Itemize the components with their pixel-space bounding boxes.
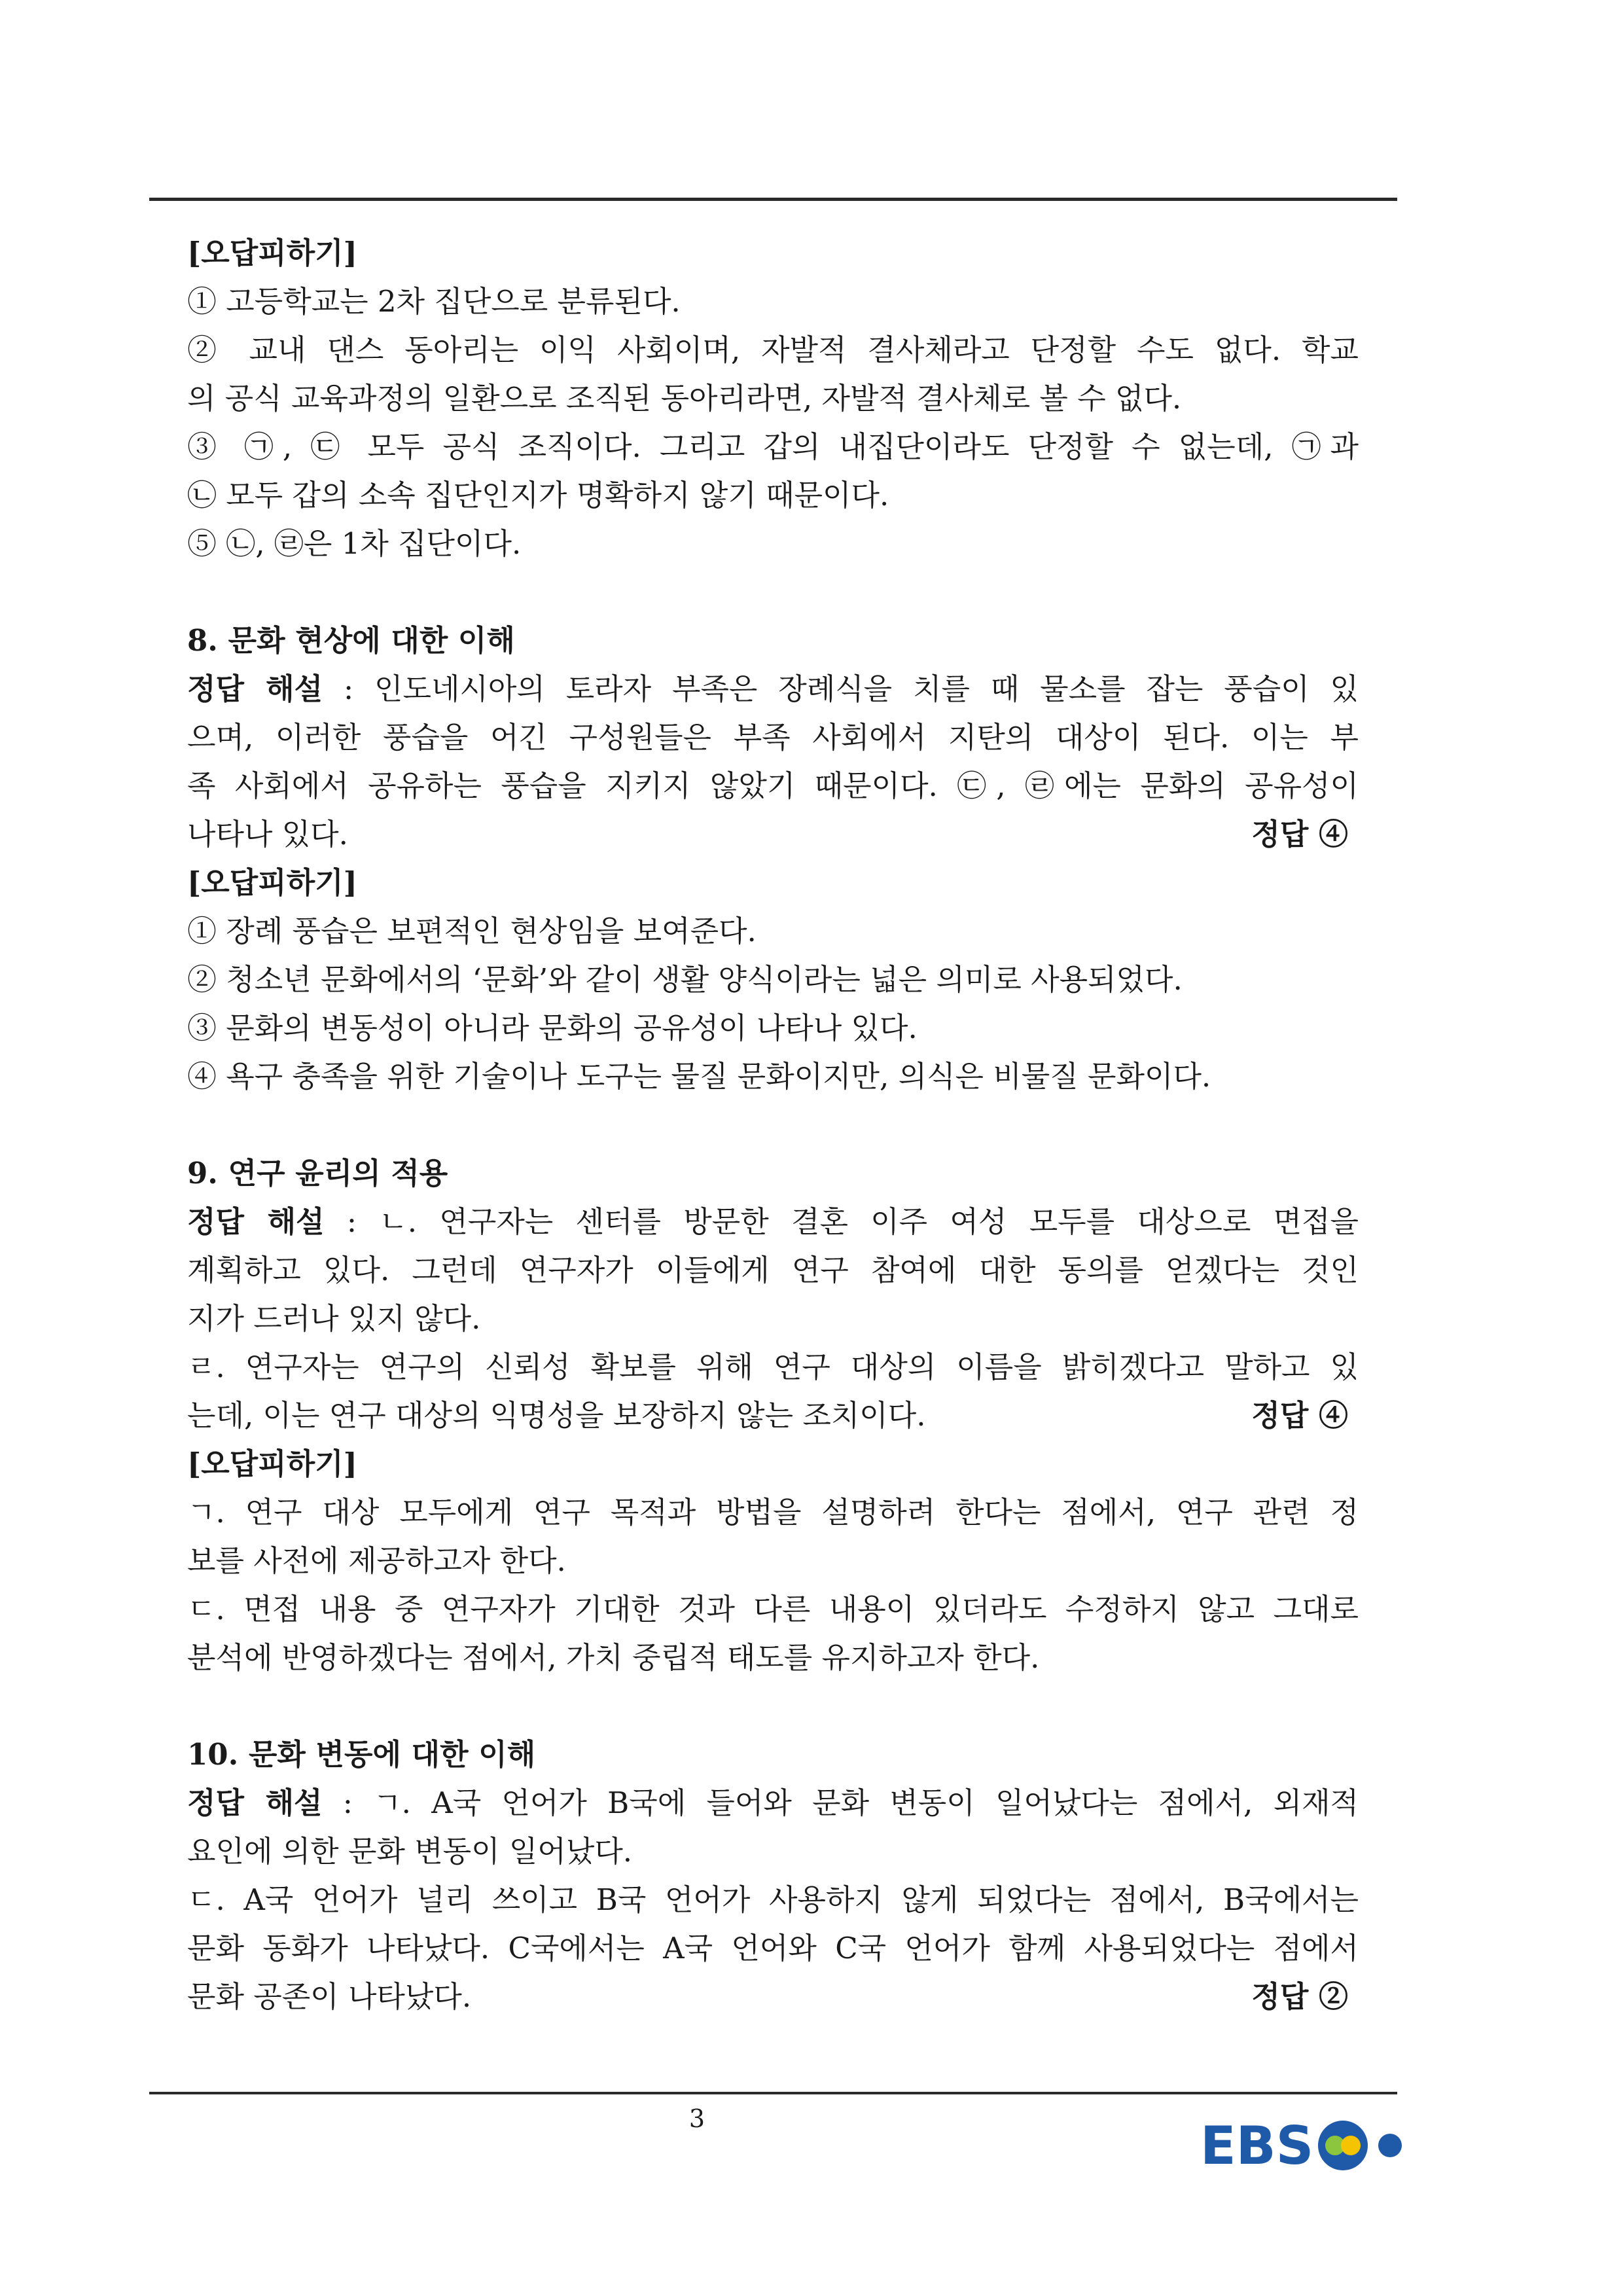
answer-explanation-line: 정답 해설 : ㄱ. A국 언어가 B국에 들어와 문화 변동이 일어났다는 점에서, 외재적 (187, 1785, 1359, 1820)
logo-dot-yellow-icon (1341, 2136, 1361, 2155)
answer-label: 정답 해설 (187, 1785, 323, 1820)
answer-explanation-line: 족 사회에서 공유하는 풍습을 지키지 않았기 때문이다. ㉢, ㉣에는 문화의 공유성이 (187, 768, 1359, 803)
wrong-answer-heading: [오답피하기] (187, 865, 357, 900)
answer-explanation-line: 요인에 의한 문화 변동이 일어났다. (187, 1834, 633, 1869)
wrong-answer-heading: [오답피하기] (187, 236, 357, 270)
footer-rule (149, 2092, 1397, 2094)
answer-label: 정답 해설 (187, 672, 323, 706)
explanation-line: ① 장례 풍습은 보편적인 현상임을 보여준다. (187, 914, 757, 948)
answer-row: 는데, 이는 연구 대상의 익명성을 보장하지 않는 조치이다. 정답 ④ (187, 1391, 1359, 1440)
page-content (187, 229, 1359, 2021)
answer-explanation-line: 으며, 이러한 풍습을 어긴 구성원들은 부족 사회에서 지탄의 대상이 된다. 이는 부 (187, 720, 1359, 755)
logo-dot-blue-icon (1378, 2134, 1402, 2157)
answer-explanation-line: 지가 드러나 있지 않다. (187, 1301, 481, 1336)
answer-row: 문화 공존이 나타났다. 정답 ② (187, 1973, 1359, 2021)
explanation-line: ③ 문화의 변동성이 아니라 문화의 공유성이 나타나 있다. (187, 1011, 918, 1045)
answer-explanation-line: 정답 해설 : ㄴ. 연구자는 센터를 방문한 결혼 이주 여성 모두를 대상으로 면접을 (187, 1204, 1359, 1239)
explanation-line: ① 고등학교는 2차 집단으로 분류된다. (187, 284, 681, 319)
correct-answer: 정답 ④ (1251, 1398, 1348, 1433)
explanation-line: ④ 욕구 충족을 위한 기술이나 도구는 물질 문화이지만, 의식은 비물질 문화이다. (187, 1059, 1211, 1094)
explanation-line: 분석에 반영하겠다는 점에서, 가치 중립적 태도를 유지하고자 한다. (187, 1640, 1040, 1675)
correct-answer: 정답 ② (1251, 1979, 1348, 2014)
question-title: 9. 연구 윤리의 적용 (187, 1156, 448, 1191)
explanation-line: 의 공식 교육과정의 일환으로 조직된 동아리라면, 자발적 결사체로 볼 수 없다. (187, 381, 1182, 416)
answer-row: 나타나 있다. 정답 ④ (187, 810, 1359, 859)
explanation-line: ⑤ ㉡, ㉣은 1차 집단이다. (187, 526, 522, 561)
answer-label: 정답 해설 (187, 1204, 325, 1239)
ebs-logo-text: EBS (1200, 2115, 1314, 2176)
explanation-line: ㄱ. 연구 대상 모두에게 연구 목적과 방법을 설명하려 한다는 점에서, 연구 관련 정 (187, 1495, 1359, 1530)
wrong-answer-heading: [오답피하기] (187, 1446, 357, 1481)
correct-answer: 정답 ④ (1251, 817, 1348, 852)
explanation-line: ③ ㉠, ㉢ 모두 공식 조직이다. 그리고 갑의 내집단이라도 단정할 수 없는데, ㉠과 (187, 429, 1359, 464)
page-number: 3 (688, 2104, 705, 2133)
explanation-line: ② 교내 댄스 동아리는 이익 사회이며, 자발적 결사체라고 단정할 수도 없다. 학교 (187, 332, 1359, 367)
ebs-logo (1200, 2106, 1410, 2178)
answer-explanation-line: ㄷ. A국 언어가 널리 쓰이고 B국 언어가 사용하지 않게 되었다는 점에서, B국에서는 (187, 1882, 1359, 1917)
question-title: 8. 문화 현상에 대한 이해 (187, 623, 515, 658)
explanation-line: ㉡ 모두 갑의 소속 집단인지가 명확하지 않기 때문이다. (187, 478, 889, 512)
explanation-line: ㄷ. 면접 내용 중 연구자가 기대한 것과 다른 내용이 있더라도 수정하지 않고 그대로 (187, 1592, 1359, 1626)
answer-explanation-line: 문화 동화가 나타났다. C국에서는 A국 언어와 C국 언어가 함께 사용되었다는 점에서 (187, 1931, 1359, 1965)
answer-explanation-line: ㄹ. 연구자는 연구의 신뢰성 확보를 위해 연구 대상의 이름을 밝히겠다고 말하고 있 (187, 1350, 1359, 1384)
question-title: 10. 문화 변동에 대한 이해 (187, 1737, 536, 1772)
header-rule (149, 198, 1397, 201)
answer-explanation-line: 계획하고 있다. 그런데 연구자가 이들에게 연구 참여에 대한 동의를 얻겠다는 것인 (187, 1253, 1359, 1287)
explanation-line: ② 청소년 문화에서의 ‘문화’와 같이 생활 양식이라는 넓은 의미로 사용되었다. (187, 962, 1183, 997)
explanation-line: 보를 사전에 제공하고자 한다. (187, 1543, 566, 1578)
answer-explanation-line: 정답 해설 : 인도네시아의 토라자 부족은 장례식을 치를 때 물소를 잡는 풍습이 있 (187, 672, 1359, 706)
